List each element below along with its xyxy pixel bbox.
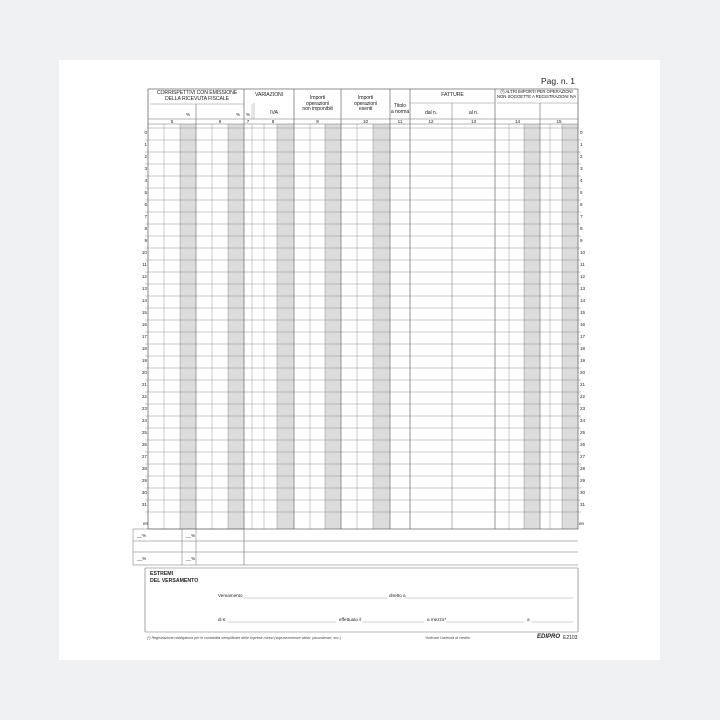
row-number-left: 6 bbox=[144, 202, 147, 207]
row-number-left: 5 bbox=[144, 190, 147, 195]
effettuato-label: effettuato il bbox=[339, 617, 362, 622]
row-number-right: 0 bbox=[580, 130, 583, 135]
pct-a2: __% bbox=[186, 533, 196, 538]
pct-small: % bbox=[246, 112, 251, 117]
shaded-column bbox=[373, 124, 390, 529]
column-number: 7 bbox=[246, 119, 250, 124]
header-dal: dal n. bbox=[424, 110, 438, 116]
row-number-right: 7 bbox=[580, 214, 583, 219]
header-variazioni: VARIAZIONI bbox=[254, 92, 283, 98]
row-number-right: 2 bbox=[580, 154, 583, 159]
row-number-right: 23 bbox=[580, 406, 586, 411]
row-number-left: 27 bbox=[141, 454, 147, 459]
shaded-column bbox=[228, 124, 244, 529]
header-iva: IVA bbox=[270, 110, 278, 116]
row-number-left: 2 bbox=[144, 154, 147, 159]
row-number-left: 21 bbox=[141, 382, 147, 387]
header-fatture: FATTURE bbox=[441, 92, 464, 98]
page-number: Pag. n. 1 bbox=[541, 76, 576, 86]
column-number: 13 bbox=[470, 119, 477, 124]
row-number-left: 26 bbox=[141, 442, 147, 447]
row-number-right: 24 bbox=[580, 418, 586, 423]
row-number-left: 29 bbox=[141, 478, 147, 483]
row-number-right: 20 bbox=[580, 370, 586, 375]
row-number-left: 15 bbox=[141, 310, 147, 315]
diretto-label: diretto a bbox=[389, 593, 406, 598]
shaded-column bbox=[180, 124, 196, 529]
row-number-left: 13 bbox=[141, 286, 147, 291]
form-code: E2103 bbox=[563, 635, 578, 641]
pct-right: % bbox=[236, 112, 241, 117]
row-number-right: 5 bbox=[580, 190, 583, 195]
row-number-left: 1 bbox=[144, 142, 147, 147]
row-number-right: 1 bbox=[580, 142, 583, 147]
row-number-right: 28 bbox=[580, 466, 586, 471]
row-number-left: 30 bbox=[141, 490, 147, 495]
row-number-left: 31 bbox=[141, 502, 147, 507]
footnote-left: (¹) Registrazione obbligatoria per le contabilità semplificate delle imprese minori (sopravvenienze attive, plusvalenze, ecc.) bbox=[147, 636, 342, 640]
row-number-right: 18 bbox=[580, 346, 586, 351]
shaded-column bbox=[524, 124, 540, 529]
a-mezzo-label: a mezzo* bbox=[427, 617, 447, 622]
shaded-column bbox=[325, 124, 341, 529]
row-number-right: 26 bbox=[580, 442, 586, 447]
shaded-column bbox=[277, 124, 294, 529]
header-altri-importi: (¹) ALTRI IMPORTI PER OPERAZIONI NON SOGGETTE A REGISTRAZIONI IVA bbox=[496, 89, 577, 99]
row-number-left: 9 bbox=[144, 238, 147, 243]
versamento-label: Versamento bbox=[218, 593, 243, 598]
row-number-left: 25 bbox=[141, 430, 147, 435]
row-number-left: 14 bbox=[141, 298, 147, 303]
row-number-left: 4 bbox=[144, 178, 147, 183]
header-esenti: Importi operazioni esenti bbox=[354, 95, 377, 113]
row-number-right: 4 bbox=[580, 178, 583, 183]
row-number-right: 3 bbox=[580, 166, 583, 171]
row-number-right: 12 bbox=[580, 274, 586, 279]
row-number-left: 19 bbox=[141, 358, 147, 363]
estremi-title: ESTREMI bbox=[150, 571, 174, 577]
column-number: 8 bbox=[271, 119, 275, 124]
row-number-right: 15 bbox=[580, 310, 586, 315]
column-number: 15 bbox=[556, 119, 562, 124]
di-euro-label: di € bbox=[218, 617, 226, 622]
row-number-right: 19 bbox=[580, 358, 586, 363]
row-number-right: 31 bbox=[580, 502, 586, 507]
row-number-left: 16 bbox=[141, 322, 147, 327]
row-number-left: 3 bbox=[144, 166, 147, 171]
row-number-right: 6 bbox=[580, 202, 583, 207]
shaded-column bbox=[562, 124, 578, 529]
header-titolo: Titolo a norma bbox=[390, 103, 410, 115]
column-number: 12 bbox=[428, 119, 434, 124]
pct-b2: __% bbox=[186, 556, 196, 561]
row-number-right: 10 bbox=[580, 250, 586, 255]
header-non-imponibili: Importi operazioni non imponibili bbox=[302, 95, 333, 113]
row-number-left: 7 bbox=[144, 214, 147, 219]
row-number-right: 14 bbox=[580, 298, 586, 303]
header-al: al n. bbox=[468, 110, 479, 116]
row-number-right: 9 bbox=[580, 238, 583, 243]
column-number: 9 bbox=[316, 119, 319, 124]
row-number-left: 28 bbox=[141, 466, 147, 471]
row-number-right: 30 bbox=[580, 490, 586, 495]
row-number-right: 27 bbox=[580, 454, 586, 459]
column-number: 5 bbox=[170, 119, 174, 124]
footnote-right: *Indicare l'azienda di credito bbox=[425, 636, 470, 640]
column-number: 10 bbox=[362, 119, 369, 124]
column-number: 11 bbox=[397, 119, 403, 124]
row-number-left: 22 bbox=[141, 394, 147, 399]
row-number-left: 24 bbox=[141, 418, 147, 423]
row-number-right: 11 bbox=[580, 262, 585, 267]
a-label: a bbox=[527, 617, 530, 622]
brand-logo: EDIPRO bbox=[537, 634, 561, 640]
row-number-left: 18 bbox=[141, 346, 147, 351]
row-number-left: 10 bbox=[141, 250, 147, 255]
row-number-right: 17 bbox=[580, 334, 586, 339]
row-number-left: 12 bbox=[141, 274, 147, 279]
header-corrispettivi: CORRISPETTIVI CON EMISSIONE DELLA RICEVUTA FISCALE bbox=[156, 90, 238, 102]
pct-b1: __% bbox=[137, 556, 147, 561]
totals-row-label-right: en bbox=[579, 521, 585, 526]
pct-left: % bbox=[186, 112, 191, 117]
totals-row-label-left: en bbox=[143, 521, 149, 526]
row-number-right: 21 bbox=[580, 382, 586, 387]
row-number-right: 22 bbox=[580, 394, 586, 399]
row-number-left: 8 bbox=[144, 226, 147, 231]
estremi-subtitle: DEL VERSAMENTO bbox=[150, 578, 199, 584]
row-number-right: 13 bbox=[580, 286, 586, 291]
row-number-right: 8 bbox=[580, 226, 583, 231]
row-number-left: 20 bbox=[141, 370, 147, 375]
column-number: 6 bbox=[218, 119, 222, 124]
row-number-right: 25 bbox=[580, 430, 586, 435]
column-number: 14 bbox=[514, 119, 521, 124]
row-number-left: 17 bbox=[141, 334, 147, 339]
row-number-left: 23 bbox=[141, 406, 147, 411]
row-number-left: 11 bbox=[142, 262, 147, 267]
pct-a1: __% bbox=[137, 533, 147, 538]
row-number-right: 16 bbox=[580, 322, 586, 327]
row-number-right: 29 bbox=[580, 478, 586, 483]
row-number-left: 0 bbox=[144, 130, 147, 135]
